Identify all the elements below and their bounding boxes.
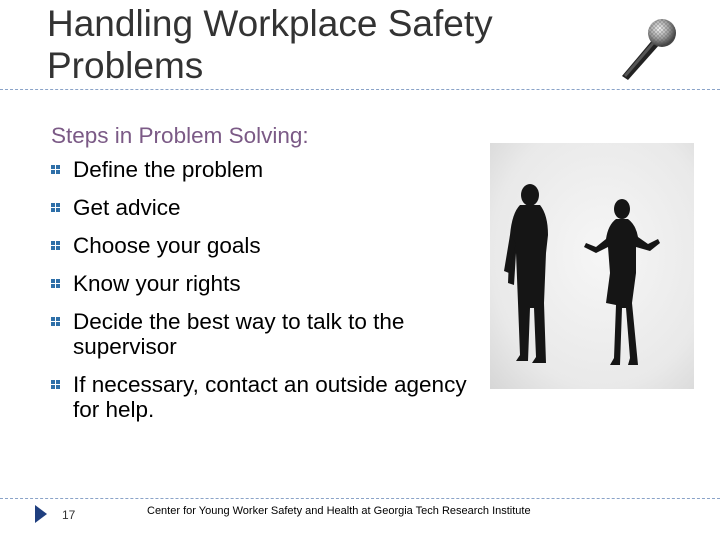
- square-bullet-icon: [51, 165, 63, 176]
- step-text: If necessary, contact an outside agency for help.: [73, 372, 467, 422]
- microphone-icon: [610, 16, 682, 82]
- two-people-silhouette-image: [490, 143, 694, 389]
- step-text: Define the problem: [73, 157, 264, 182]
- footer-divider: [0, 498, 720, 499]
- list-item: [51, 233, 471, 258]
- step-text: Choose your goals: [73, 233, 261, 258]
- slide-title: Handling Workplace Safety Problems: [47, 3, 493, 86]
- list-item: [51, 309, 471, 359]
- title-divider: [0, 89, 720, 90]
- list-item: [51, 271, 471, 296]
- step-text: Know your rights: [73, 271, 241, 296]
- list-item: [51, 195, 471, 220]
- step-text: Get advice: [73, 195, 181, 220]
- square-bullet-icon: [51, 380, 63, 391]
- square-bullet-icon: [51, 241, 63, 252]
- footer-credit: Center for Young Worker Safety and Health at Georgia Tech Research Institute: [147, 505, 531, 517]
- list-item: [51, 372, 471, 422]
- step-text: Decide the best way to talk to the supervisor: [73, 309, 405, 359]
- square-bullet-icon: [51, 279, 63, 290]
- triangle-arrow-icon: [35, 505, 47, 523]
- list-item: [51, 157, 471, 182]
- square-bullet-icon: [51, 317, 63, 328]
- steps-list: [51, 157, 471, 435]
- steps-intro: Steps in Problem Solving:: [51, 123, 309, 148]
- silhouette-figures: [490, 143, 694, 389]
- square-bullet-icon: [51, 203, 63, 214]
- page-number: 17: [62, 508, 76, 522]
